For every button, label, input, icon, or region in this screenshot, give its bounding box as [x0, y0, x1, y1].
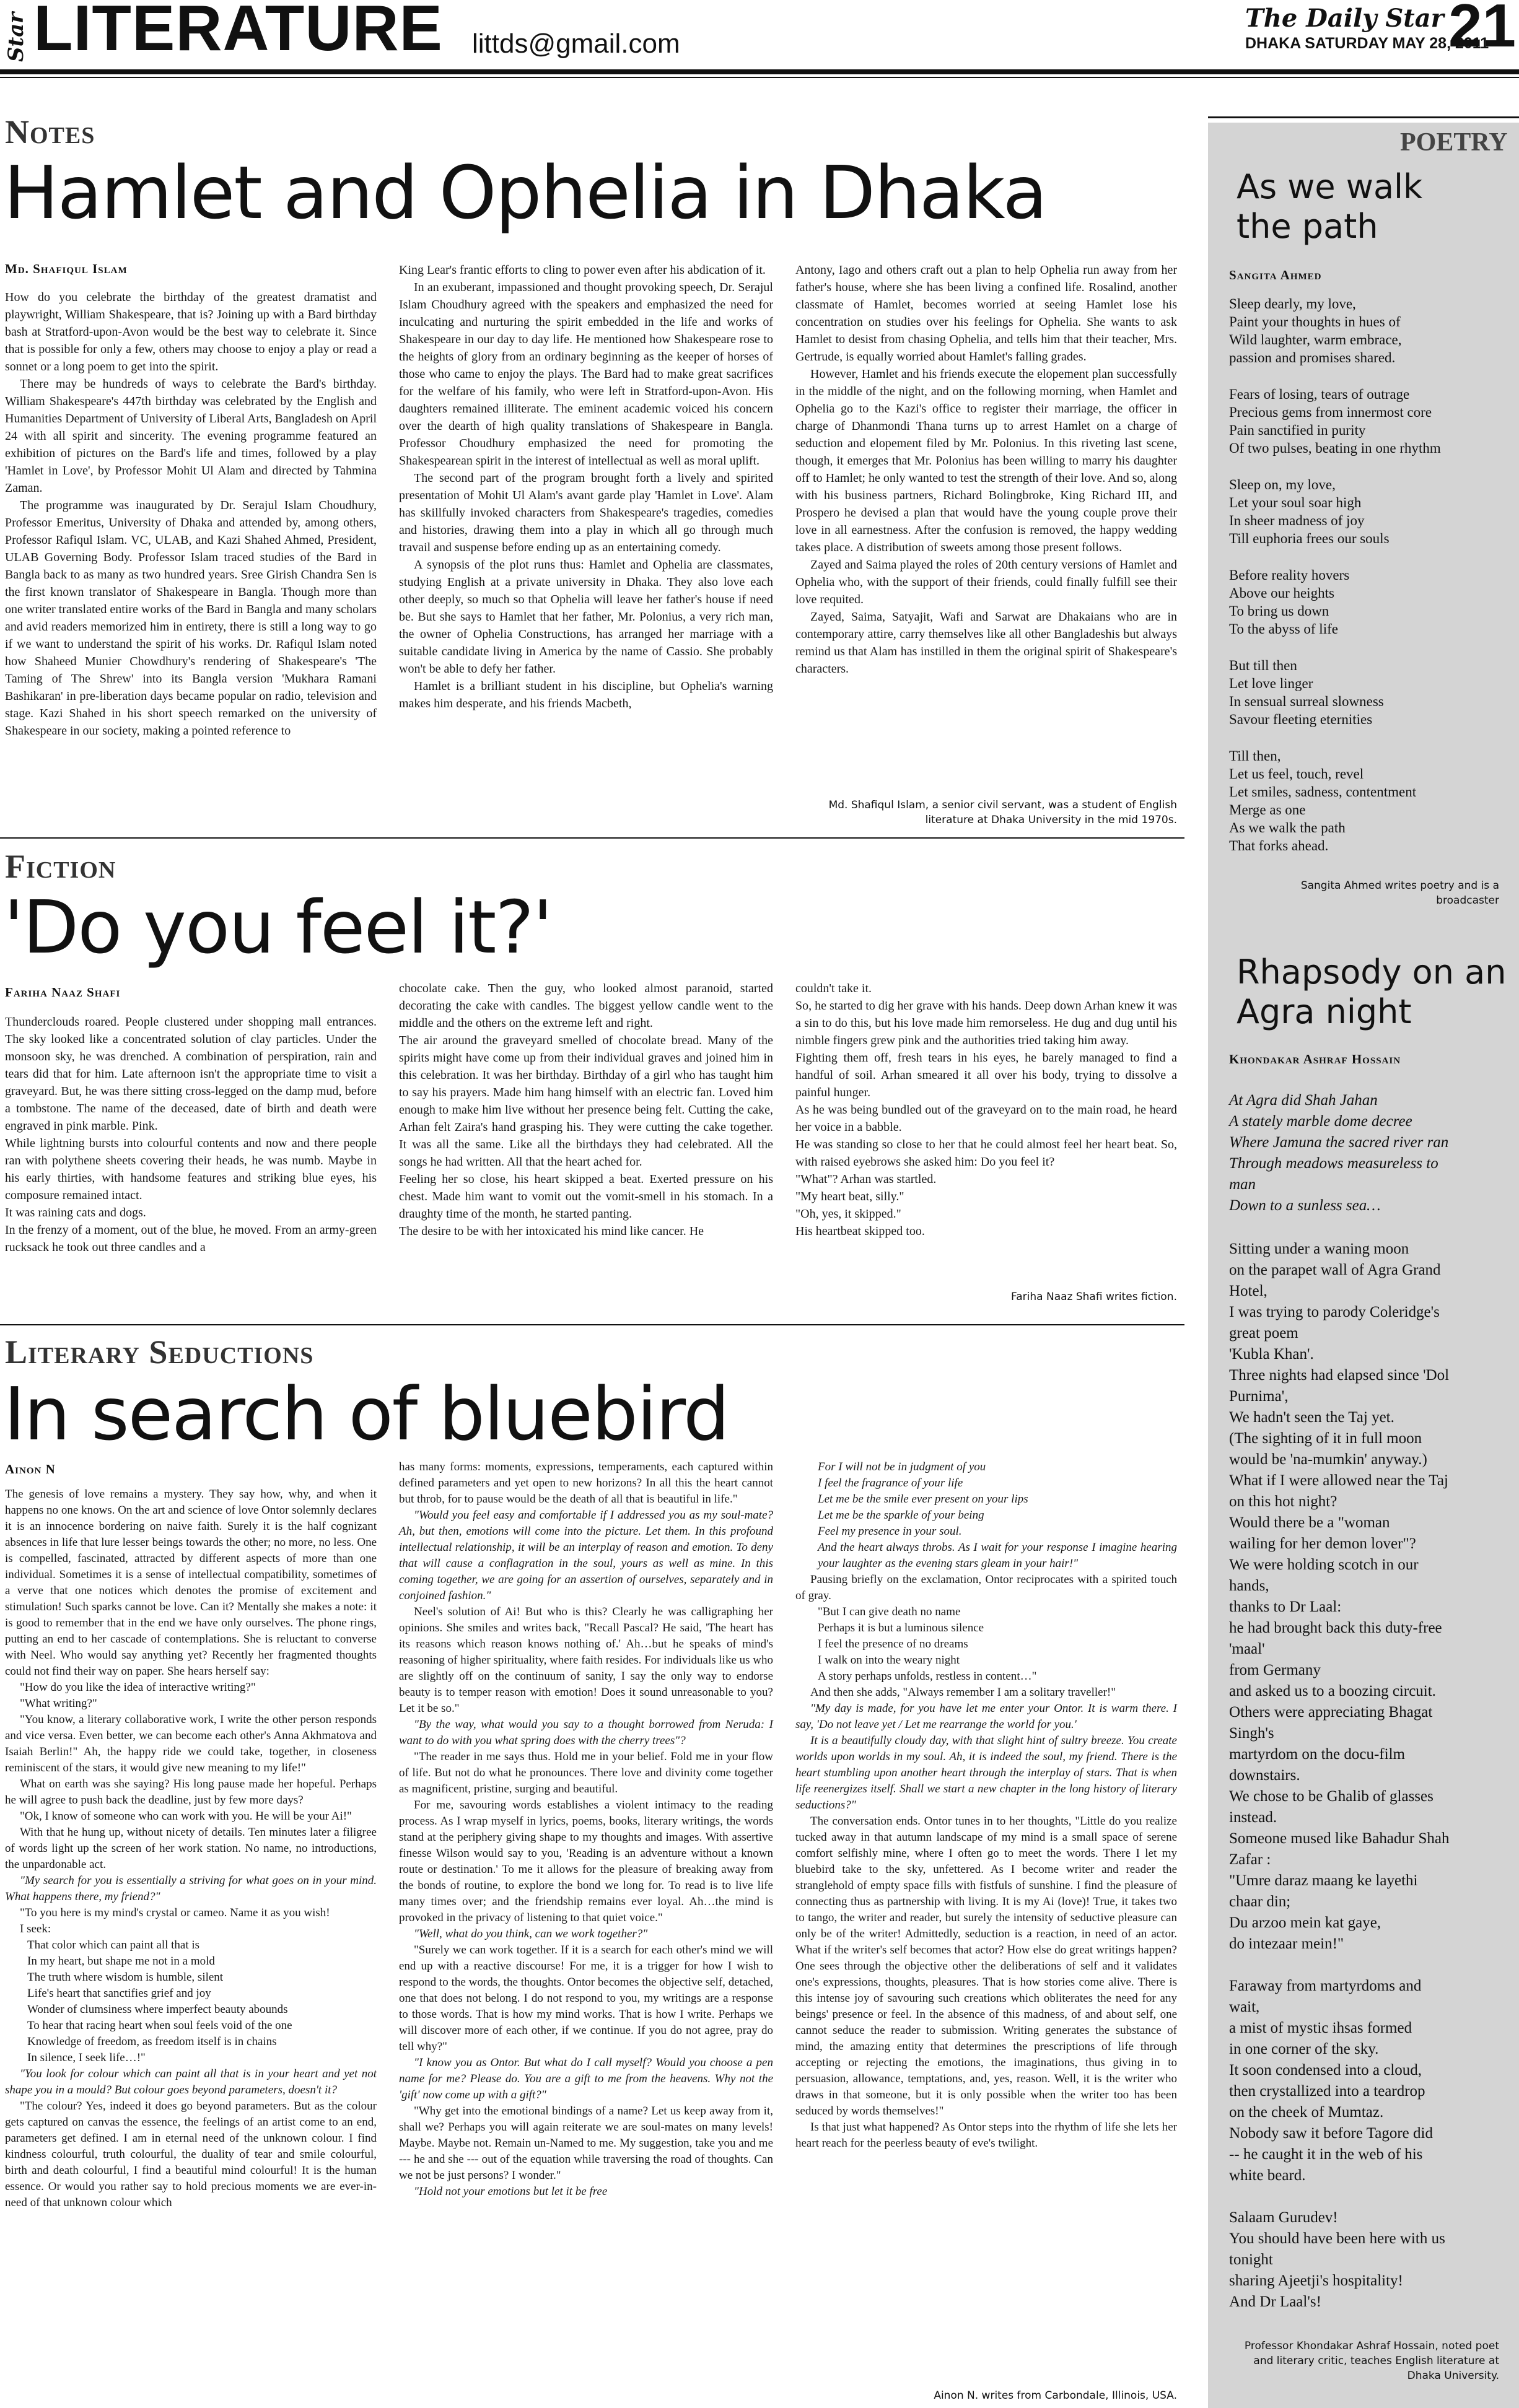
paragraph: Pausing briefly on the exclamation, Ontor reciprocates with a spirited touch of gray. — [795, 1573, 1177, 1602]
paragraph: To hear that racing heart when soul feels void of the one — [27, 2019, 292, 2032]
paragraph: The desire to be with her intoxicated his mind like cancer. He — [399, 1224, 704, 1238]
poem-stanza: Salaam Gurudev! You should have been here with us tonight sharing Ajeetji's hospitality! And Dr Laal's! — [1229, 2209, 1445, 2310]
paragraph: For I will not be in judgment of you — [818, 1460, 986, 1473]
notes-credit: Md. Shafiqul Islam, a senior civil servant, was a student of English literature at Dhaka University in the mid 1970s. — [828, 799, 1177, 826]
divider — [0, 837, 1184, 839]
notes-column-1 — [5, 289, 377, 739]
fiction-column-1 — [5, 1013, 377, 1256]
star-logo-vertical: Star — [4, 12, 28, 63]
poem-stanza: Till then, Let us feel, touch, revel Let smiles, sadness, contentment Merge as one As we walk the path That forks ahead. — [1229, 748, 1417, 853]
paragraph: Neel's solution of Ai! But who is this? Clearly he was calligraphing her opinions. She smiles and writes back, "Recall Pascal? He said, 'The heart has its reasons which reason knows nothing of.' Ah…but he speaks of mind's reasoning of higher spirituality, where faith resides. For individuals like us who are slightly off on the continuum of sanity, I say the only way to endorse beauty is to temper reason with emotion! Does it sound unreasonable to you? Let it be so." — [399, 1605, 774, 1715]
fiction-byline: Fariha Naaz Shafi — [5, 985, 121, 1000]
poem2-title: Rhapsody on an Agra night — [1237, 953, 1507, 1031]
paragraph: couldn't take it. — [795, 982, 872, 995]
paragraph: Thunderclouds roared. People clustered under shopping mall entrances. The sky looked like a concentrated solution of clay particles. Under the monsoon sky, he was drenched. A combination of perspiration, rain and tears did that for him. Late afternoon isn't the appropriate time to visit a graveyard. But, he was there sitting cross-legged on the damp mud, before a tombstone. The name of the deceased, date of birth and death were engraved in pink marble. Pink. — [5, 1015, 377, 1133]
paragraph: Wonder of clumsiness where imperfect beauty abounds — [27, 2003, 288, 2016]
masthead — [0, 0, 1519, 74]
paragraph: In silence, I seek life…!" — [27, 2051, 146, 2064]
paragraph: The air around the graveyard smelled of chocolate bread. Many of the spirits might have come up from their individual graves and joined him in this celebration. It was her birthday. Birthday of a girl who has taught him to say his prayers. Made him hang himself with an electric fan. Loved him enough to make him live without her presence being felt. Cutting the cake, Arhan felt Zaira's hand grasping his. They were cutting the cake together. It was all the same. Like all the birthdays they had celebrated. All the songs he had written. All that the heart ached for. — [399, 1034, 773, 1169]
paragraph: Zayed, Saima, Satyajit, Wafi and Sarwat are Dhakaians who are in contemporary attire, carry themselves like all other Bangladeshis but always remind us that Alam has instilled in them the original spirit of Shakespeare's characters. — [795, 610, 1177, 676]
page-number: 21 — [1448, 0, 1517, 59]
paragraph: Perhaps it is but a luminous silence — [818, 1621, 984, 1634]
paragraph: Let me be the smile ever present on your lips — [818, 1493, 1028, 1506]
paragraph: "Surely we can work together. If it is a search for each other's mind we will end up with a reactive discourse! For me, it is a trigger for how I wish to respond to the words, the thoughts. Ontor becomes the objective self, detached, one that does not belong. I do not respond to you, my writings are a response to those words. That is how my mind works. That is how I write. Perhaps we will discover more of each other, if we continue. If you do not agree, pray do tell why?" — [399, 1943, 773, 2053]
paragraph: "Ok, I know of someone who can work with you. He will be your Ai!" — [20, 1810, 352, 1823]
paragraph: "Hold not your emotions but let it be free — [414, 2185, 608, 2198]
paragraph: King Lear's frantic efforts to cling to power even after his abdication of it. — [399, 263, 766, 277]
paragraph: He was standing so close to her that he could almost feel her heart beat. So, with raised eyebrows she asked him: Do you feel it? — [795, 1138, 1177, 1169]
poem2-byline: Khondakar Ashraf Hossain — [1229, 1052, 1401, 1067]
paragraph: And then she adds, "Always remember I am a solitary traveller!" — [810, 1686, 1116, 1699]
paragraph: The programme was inaugurated by Dr. Serajul Islam Choudhury, Professor Emeritus, University of Dhaka and attended by, among others, Professor Rafiqul Islam. VC, ULAB, and Kazi Shahed Ahmed, President, ULAB Governing Body. Professor Islam traced studies of the Bard in Bangla back to as many as two hundred years. Sree Girish Chandra Sen is the first known translator of Shakespeare in Bangla. Though more than one writer translated entire works of the Bard in Bangla and many scholars and avid readers memorized him in entirety, there is still a long way to go if we want to understand the spirit of his works. Dr. Rafiqul Islam noted how Shaheed Munier Chowdhury's rendering of Shakespeare's 'The Taming of The Shrew' into its Bangla version 'Mukhara Ramani Bashikaran' in pre-liberation days became popular on radio, television and stage. Kazi Shahed in his short speech remarked on the university of Shakespeare in our society, making a pointed reference to — [5, 499, 377, 738]
newspaper-logo: The Daily Star — [1245, 4, 1444, 33]
paragraph: I feel the fragrance of your life — [818, 1477, 963, 1490]
poem2-epigraph: At Agra did Shah Jahan A stately marble dome decree Where Jamuna the sacred river ran Through meadows measureless to man Down to a sunless sea… — [1229, 1092, 1449, 1214]
paragraph: How do you celebrate the birthday of the greatest dramatist and playwright, William Shakespeare, that is? Joining up with a Bard birthday bash at Stratford-upon-Avon would be the best way to celebrate it. Since that is possible for only a few, others may choose to enjoy a play or read a sonnet or a long poem to get into the spirit. — [5, 290, 377, 373]
paragraph: "What"? Arhan was startled. — [795, 1172, 937, 1186]
paragraph: However, Hamlet and his friends execute the elopement plan successfully in the middle of the night, and on the following morning, when Hamlet and Ophelia go to the Kazi's office to register their marriage, the officer in charge of Dhanmondi Thana turns up to arrest Hamlet on a charge of seduction and elopement filed by Mr. Polonius. In this riveting last scene, though, it emerges that Mr. Polonius has been willing to marry his daughter off to Hamlet; he only wanted to test the strength of their love. And so, along with his business partners, Richard Bolingbroke, King Richard III, and Prospero he devised a plan that would have the young couple prove their love in all earnestness. After the confusion is removed, the happy wedding takes place. A distribution of sweets among those present follows. — [795, 367, 1177, 554]
paragraph: "Well, what do you think, can we work together?" — [414, 1927, 648, 1940]
dateline: DHAKA SATURDAY MAY 28, 2011 — [1245, 35, 1489, 52]
seductions-credit: Ainon N. writes from Carbondale, Illinois, USA. — [934, 2389, 1177, 2402]
poem-stanza: Sleep dearly, my love, Paint your thoughts in hues of Wild laughter, warm embrace, passion and promises shared. — [1229, 296, 1402, 365]
paragraph: I walk on into the weary night — [818, 1654, 960, 1667]
poem-stanza: Fears of losing, tears of outrage Precious gems from innermost core Pain sanctified in purity Of two pulses, beating in one rhythm — [1229, 386, 1441, 456]
notes-headline: Hamlet and Ophelia in Dhaka — [4, 150, 1046, 235]
seductions-column-2 — [399, 1459, 773, 2200]
poem-stanza: Before reality hovers Above our heights To bring us down To the abyss of life — [1229, 567, 1350, 637]
seductions-column-1 — [5, 1486, 377, 2211]
paragraph: Hamlet is a brilliant student in his discipline, but Ophelia's warning makes him desperate, and his friends Macbeth, — [399, 679, 773, 710]
paragraph: It was raining cats and dogs. — [5, 1206, 146, 1219]
paragraph: chocolate cake. Then the guy, who looked almost paranoid, started decorating the cake with candles. The biggest yellow candle went to the middle and the others on the extreme left and right. — [399, 982, 773, 1030]
paragraph: "But I can give death no name — [818, 1605, 961, 1618]
paragraph: "Why get into the emotional bindings of a name? Let us keep away from it, shall we? Perhaps you will again reiterate we are soul-mates on many levels! Maybe. Maybe not. Remain un-Named to me. My suggestion, take you and me --- he and she --- out of the equation while traversing the road of thoughts. Can we not be just persons? I wonder." — [399, 2105, 773, 2182]
fiction-headline: 'Do you feel it?' — [4, 884, 552, 970]
fiction-credit: Fariha Naaz Shafi writes fiction. — [1011, 1291, 1177, 1303]
poem1-credit: Sangita Ahmed writes poetry and is a broadcaster — [1300, 879, 1499, 907]
paragraph: The genesis of love remains a mystery. They say how, why, and when it happens no one knows. On the art and science of love Ontor solemnly declares it is an innocence bordering on naive faith. Surely it is the half cognizant absences in life that lure lesser beings towards the other; no more, no less. One is compelled, fascinated, attracted by different aspects of more than one individual. Sometimes it is a sense of intellectual compatibility, sometimes of a verve that one notices which denotes the promise of excitement and stimulation! Such sparks cannot be love. Can it? Mentally she makes a note: it is good to remember that in the end we have only ourselves. The phone rings, putting an end to her cascade of contemplations. She is reluctant to converse with Neel. Who would say anything yet? Recently her fragmented thoughts could not find their way on paper. She hears herself say: — [5, 1488, 377, 1678]
poem-stanza: But till then Let love linger In sensual surreal slowness Savour fleeting eternities — [1229, 658, 1384, 727]
paragraph: There may be hundreds of ways to celebrate the Bard's birthday. William Shakespeare's 447th birthday was celebrated by the English and Humanities Department of University of Liberal Arts, Bangladesh on April 24 with all spirit and sincerity. The evening programme featured an exhibition of pictures on the Bard's life and times, followed by a play 'Hamlet in Love', by Professor Mohit Ul Alam and directed by Tahmina Zaman. — [5, 377, 377, 495]
paragraph: I seek: — [20, 1922, 51, 1935]
fiction-column-2 — [399, 980, 773, 1240]
paragraph: "My day is made, for you have let me enter your Ontor. It is warm there. I say, 'Do not leave yet / Let me rearrange the world for you.' — [795, 1702, 1177, 1731]
poem2-body — [1229, 1239, 1502, 2334]
paragraph: The second part of the program brought forth a lively and spirited presentation of Mohit Ul Alam's avant garde play 'Hamlet in Love'. Alam has skillfully invoked characters from Shakespeare's tragedies, comedies and histories, drawing them into a play in which all go through much travail and suspense before ending up as an entertaining comedy. — [399, 471, 773, 554]
paragraph: Knowledge of freedom, as freedom itself is in chains — [27, 2035, 277, 2048]
seductions-headline: In search of bluebird — [4, 1371, 729, 1457]
paragraph: The conversation ends. Ontor tunes in to her thoughts, "Little do you realize tucked away in that autumn landscape of my mind is a small space of serene comfort selfishly mine, where I often go to meet the words. There I let my bluebird take to the sky, unfettered. As I become writer and reader the stranglehold of empty space fills with fistfuls of sunshine. I find the pleasure of connecting thus as partnership with living. It is my Ai (love)! True, it takes two to tango, the writer and reader, but surely the intensity of seductive pleasure can only be of the writer! Admittedly, seduction is a reaction, in need of an actor. What if the writer's self becomes that actor? How else do great writings happen? One sees through the objective other the deliberations of self and it validates one's expressions, thoughts, pleasures. That is how stories come alive. There is this intense joy of savouring such creations which obliterates the need for any beings' presence or feel. In the absence of this madness, of and about self, one cannot seduce the reader to submission. Writing generates the substance of mind, the amazing entity that determines the prescriptions of life through accepting or rejecting the emotions, the imaginations, thus giving in to persuasion, allowance, temptations, and, yes, reason. Well, it is the writer who draws in that someone, but it is only possible when the writer too has been seduced by words themselves!" — [795, 1815, 1177, 2118]
poem1-title: As we walk the path — [1237, 167, 1423, 246]
paragraph: Feel my presence in your soul. — [818, 1525, 962, 1538]
notes-column-2 — [399, 261, 773, 712]
seductions-byline: Ainon N — [5, 1462, 56, 1477]
sidebar-rule — [1208, 116, 1519, 118]
paragraph: A story perhaps unfolds, restless in content…" — [818, 1670, 1037, 1683]
paragraph: "How do you like the idea of interactive writing?" — [20, 1681, 256, 1694]
paragraph: "My heart beat, silly." — [795, 1190, 904, 1203]
paragraph: "Would you feel easy and comfortable if I addressed you as my soul-mate? Ah, but then, emotions will come into the picture. Let them. In this profound intellectual relationship, it will be an interplay of reason and emotion. To deny that will cause a conflagration in the soul, yours as well as mine. In this coming together, we are going for an assertion of ourselves, separately and in conjoined fashion." — [399, 1509, 773, 1602]
masthead-rule-thin — [0, 77, 1519, 78]
paragraph: And the heart always throbs. As I wait for your response I imagine hearing your laughter as the evening stars gleam in your hair!" — [818, 1541, 1177, 1570]
paragraph: Fighting them off, fresh tears in his eyes, he barely managed to find a handful of soil. Arhan smeared it all over his body, trying to dissolve a painful hunger. — [795, 1051, 1177, 1099]
paragraph: In the frenzy of a moment, out of the blue, he moved. From an army-green rucksack he took out three candles and a — [5, 1223, 377, 1254]
fiction-kicker: Fiction — [5, 848, 116, 885]
section-email[interactable]: littds@gmail.com — [472, 28, 680, 59]
paragraph: In my heart, but shape me not in a mold — [27, 1955, 215, 1968]
poem-stanza: Sitting under a waning moon on the parapet wall of Agra Grand Hotel, I was trying to parody Coleridge's great poem 'Kubla Khan'. Three nights had elapsed since 'Dol Purnima', We hadn't seen the Taj yet. (The sighting of it in full moon would be 'na-mumkin' anyway.) What if I were allowed near the Taj on this hot night? Would there be a "woman wailing for her demon lover"? We were holding scotch in our hands, thanks to Dr Laal: he had brought back this duty-free 'maal' from Germany and asked us to a boozing circuit. Others were appreciating Bhagat Singh's martyrdom on the docu-film downstairs. We chose to be Ghalib of glasses instead. Someone mused like Bahadur Shah Zafar : "Umre daraz maang ke layethi chaar din; Du arzoo mein kat gaye, do intezaar mein!" — [1229, 1241, 1450, 1952]
paragraph: Feeling her so close, his heart skipped a beat. Exerted pressure on his chest. Made him want to vomit out the vomit-smell in his stomach. In a draughty time of the month, he started panting. — [399, 1172, 773, 1221]
paragraph: That color which can paint all that is — [27, 1939, 200, 1952]
poetry-label: POETRY — [1400, 128, 1508, 157]
notes-column-3 — [795, 261, 1177, 678]
masthead-rule — [0, 69, 1519, 74]
paragraph: In an exuberant, impassioned and thought provoking speech, Dr. Serajul Islam Choudhury agreed with the speakers and emphasized the need for inculcating and nurturing the spirit embedded in the life and works of Shakespeare in our day to day life. He mentioned how Shakespeare rose to the heights of glory from an ordinary beginning as the keeper of horses of those who came to enjoy the plays. The Bard had to make great sacrifices for the welfare of his family, who were left in Stratford-upon-Avon. His daughters remained illiterate. The eminent academic voiced his concern over the dearth of high quality translations of Shakespeare in Bangla. Professor Choudhury emphasized the need for promoting the Shakespearean spirit in the interest of intellectual as well as moral uplift. — [399, 281, 773, 468]
section-title: LITERATURE — [33, 0, 443, 64]
paragraph: "What writing?" — [20, 1697, 97, 1710]
paragraph: "The reader in me says thus. Hold me in your belief. Fold me in your flow of life. But not do what he pronounces. There love and divinity come together as magnificent, pristine, surging and beautiful. — [399, 1750, 773, 1795]
paragraph: Let me be the sparkle of your being — [818, 1509, 984, 1522]
poem-stanza: Faraway from martyrdoms and wait, a mist of mystic ihsas formed in one corner of the sky. It soon condensed into a cloud, then crystallized into a teardrop on the cheek of Mumtaz. Nobody saw it before Tagore did -- he caught it in the web of his white beard. — [1229, 1978, 1433, 2184]
paragraph: "To you here is my mind's crystal or cameo. Name it as you wish! — [20, 1906, 330, 1919]
paragraph: It is a beautifully cloudy day, with that slight hint of sultry breeze. You create worlds upon worlds in my soul. Ah, it is indeed the soul, my friend. There is the heart stumbling upon another heart through the interplay of stars. That is when life reenergizes itself. Shall we start a new chapter in the long history of literary seductions?" — [795, 1734, 1177, 1812]
paragraph: "Oh, yes, it skipped." — [795, 1207, 901, 1221]
paragraph: "My search for you is essentially a striving for what goes on in your mind. What happens there, my friend?" — [5, 1874, 377, 1903]
paragraph: What on earth was she saying? His long pause made her hopeful. Perhaps he will agree to push back the deadline, just by few more days? — [5, 1778, 377, 1807]
paragraph: With that he hung up, without nicety of details. Ten minutes later a filigree of words light up the screen of her work station. No name, no introductions, the unpardonable act. — [5, 1826, 377, 1871]
paragraph: "You look for colour which can paint all that is in your heart and yet not shape you in a mould? But colour goes beyond parameters, doesn't it? — [5, 2067, 377, 2096]
paragraph: So, he started to dig her grave with his hands. Deep down Arhan knew it was a sin to do this, but his love made him remorseless. He dug and dug until his nimble fingers grew pink and the authorities tried taking him away. — [795, 999, 1177, 1047]
seductions-kicker: Literary Seductions — [5, 1333, 314, 1371]
paragraph: "By the way, what would you say to a thought borrowed from Neruda: I want to do with you what spring does with the cherry trees"? — [399, 1718, 773, 1747]
paragraph: Is that just what happened? As Ontor steps into the rhythm of life she lets her heart reach for the peerless beauty of eve's twilight. — [795, 2121, 1177, 2150]
divider — [0, 1324, 1184, 1325]
paragraph: While lightning bursts into colourful contents and now and there people ran with polythene sheets covering their heads, he was numb. Maybe in his early thirties, with handsome features and striking blue eyes, his composure remained intact. — [5, 1136, 377, 1202]
paragraph: Life's heart that sanctifies grief and joy — [27, 1987, 211, 2000]
seductions-column-3 — [795, 1459, 1177, 2152]
poem1-byline: Sangita Ahmed — [1229, 268, 1322, 282]
paragraph: "I know you as Ontor. But what do I call myself? Would you choose a pen name for me? Please do. You are a gift to me from the heavens. Why not the 'gift' now come up with a gift?" — [399, 2056, 773, 2101]
fiction-column-3 — [795, 980, 1177, 1240]
paragraph: Antony, Iago and others craft out a plan to help Ophelia run away from her father's house, where she has been living a confined life. Rosalind, another classmate of Hamlet, becomes worried at seeing Hamlet lose his concentration on studies over his feelings for Ophelia. She wants to ask Hamlet to desist from chasing Ophelia, and tells him that their teacher, Mrs. Gertrude, is equally worried about Hamlet's falling grades. — [795, 263, 1177, 364]
paragraph: "The colour? Yes, indeed it does go beyond parameters. But as the colour gets captured on canvas the essence, the feelings of an artist come to an end, parameters get defined. I am in eternal need of the unknown colour. I find kindness colourful, truth colourful, the duality of tear and smile colourful, birth and death colourful, I find a beautiful mind colourful! It is the human essence. Or would you rather say to hold precious moments we are ever-in-need of that unknown colour which — [5, 2100, 377, 2209]
poem-stanza: Sleep on, my love, Let your soul soar high In sheer madness of joy Till euphoria frees our souls — [1229, 477, 1390, 546]
paragraph: I feel the presence of no dreams — [818, 1638, 968, 1651]
paragraph: For me, savouring words establishes a violent intimacy to the reading process. As I wrap myself in lyrics, poems, books, literary writings, the words stand at the periphery giving shape to my thoughts and images. With assertive finesse Wilson would say to you, 'Reading is an adventure without a known route or destination.' To me it allows for the pleasure of breaking away from the bonds of routine, to explore the bond we long for. To read is to live life many times over; and the friendship remains ever loyal. Ah…the mind is provoked in the privacy of listening to that quiet voice." — [399, 1799, 773, 1924]
paragraph: has many forms: moments, expressions, temperaments, each captured within defined parameters and yet open to new horizons? In all this the heart cannot but throb, for to pause would be the death of all that is beautiful in life." — [399, 1460, 773, 1506]
paragraph: A synopsis of the plot runs thus: Hamlet and Ophelia are classmates, studying English at a private university in Dhaka. They also love each other deeply, so much so that Ophelia will leave her father's house if need be. But she says to Hamlet that her father, Mr. Polonius, a very rich man, the owner of Ophelia Constructions, has arranged her marriage with a suitable candidate living in America by the name of Cassio. She probably won't be able to defy her father. — [399, 558, 773, 676]
notes-byline: Md. Shafiqul Islam — [5, 261, 128, 276]
paragraph: Zayed and Saima played the roles of 20th century versions of Hamlet and Ophelia who, with the support of their friends, could finally fulfill see their love requited. — [795, 558, 1177, 606]
poem1-body — [1229, 295, 1502, 873]
paragraph: The truth where wisdom is humble, silent — [27, 1971, 224, 1984]
paragraph: As he was being bundled out of the graveyard on to the main road, he heard her voice in a babble. — [795, 1103, 1177, 1134]
paragraph: His heartbeat skipped too. — [795, 1224, 925, 1238]
paragraph: "You know, a literary collaborative work, I write the other person responds and vice versa. Even better, we can become each other's Anna Akhmatova and Isaiah Berlin!" Ah, the happy ride we could take, together, in closeness reminiscent of the stars, it would give new meaning to my life!" — [5, 1713, 377, 1774]
notes-kicker: Notes — [5, 113, 95, 150]
poem2-credit: Professor Khondakar Ashraf Hossain, noted poet and literary critic, teaches English literature at Dhaka University. — [1244, 2340, 1499, 2382]
